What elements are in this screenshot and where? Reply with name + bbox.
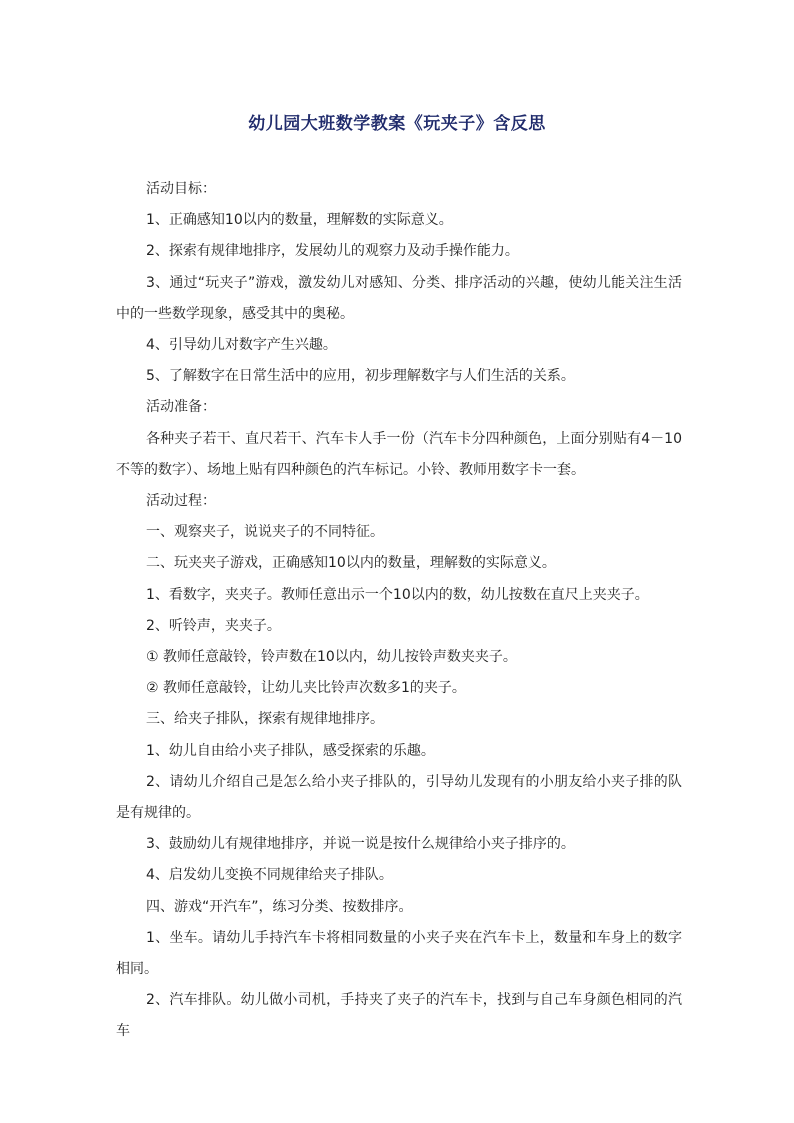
paragraph: ① 教师任意敲铃，铃声数在10以内，幼儿按铃声数夹夹子。: [146, 649, 517, 666]
paragraph: 活动准备：: [146, 399, 216, 416]
paragraph: ② 教师任意敲铃，让幼儿夹比铃声次数多1的夹子。: [146, 680, 466, 697]
paragraph: 2、请幼儿介绍自己是怎么给小夹子排队的，引导幼儿发现有的小朋友给小夹子排的队是有规律的。: [116, 773, 682, 822]
paragraph: 5、了解数字在日常生活中的应用，初步理解数字与人们生活的关系。: [146, 368, 575, 385]
paragraph: 3、鼓励幼儿有规律地排序，并说一说是按什么规律给小夹子排序的。: [146, 836, 575, 853]
paragraph: 1、坐车。请幼儿手持汽车卡将相同数量的小夹子夹在汽车卡上，数量和车身上的数字相同。: [116, 929, 682, 978]
paragraph: 1、看数字，夹夹子。教师任意出示一个10以内的数，幼儿按数在直尺上夹夹子。: [146, 586, 649, 603]
paragraph: 1、正确感知10以内的数量，理解数的实际意义。: [146, 212, 453, 229]
paragraph: 2、汽车排队。幼儿做小司机，手持夹了夹子的汽车卡，找到与自己车身颜色相同的汽车: [116, 992, 682, 1040]
document-title: 幼儿园大班数学教案《玩夹子》含反思: [248, 114, 546, 134]
paragraph: 各种夹子若干、直尺若干、汽车卡人手一份（汽车卡分四种颜色，上面分别贴有4－10不等的数字）、场地上贴有四种颜色的汽车标记。小铃、教师用数字卡一套。: [116, 430, 682, 478]
paragraph: 三、给夹子排队，探索有规律地排序。: [146, 711, 384, 728]
paragraph: 1、幼儿自由给小夹子排队，感受探索的乐趣。: [146, 742, 435, 759]
paragraph: 3、通过“玩夹子”游戏，激发幼儿对感知、分类、排序活动的兴趣，使幼儿能关注生活中的一些数学现象，感受其中的奥秘。: [116, 274, 682, 322]
paragraph: 2、探索有规律地排序，发展幼儿的观察力及动手操作能力。: [146, 243, 519, 260]
paragraph: 二、玩夹夹子游戏，正确感知10以内的数量，理解数的实际意义。: [146, 555, 556, 572]
paragraph: 活动过程：: [146, 493, 216, 510]
paragraph: 四、游戏“开汽车”，练习分类、按数排序。: [146, 898, 413, 915]
paragraph: 一、观察夹子，说说夹子的不同特征。: [146, 524, 384, 541]
paragraph: 4、启发幼儿变换不同规律给夹子排队。: [146, 867, 393, 884]
paragraph: 活动目标：: [146, 181, 216, 197]
paragraph: 4、引导幼儿对数字产生兴趣。: [146, 337, 337, 354]
document-body: [116, 174, 682, 1048]
paragraph: 2、听铃声，夹夹子。: [146, 617, 281, 634]
